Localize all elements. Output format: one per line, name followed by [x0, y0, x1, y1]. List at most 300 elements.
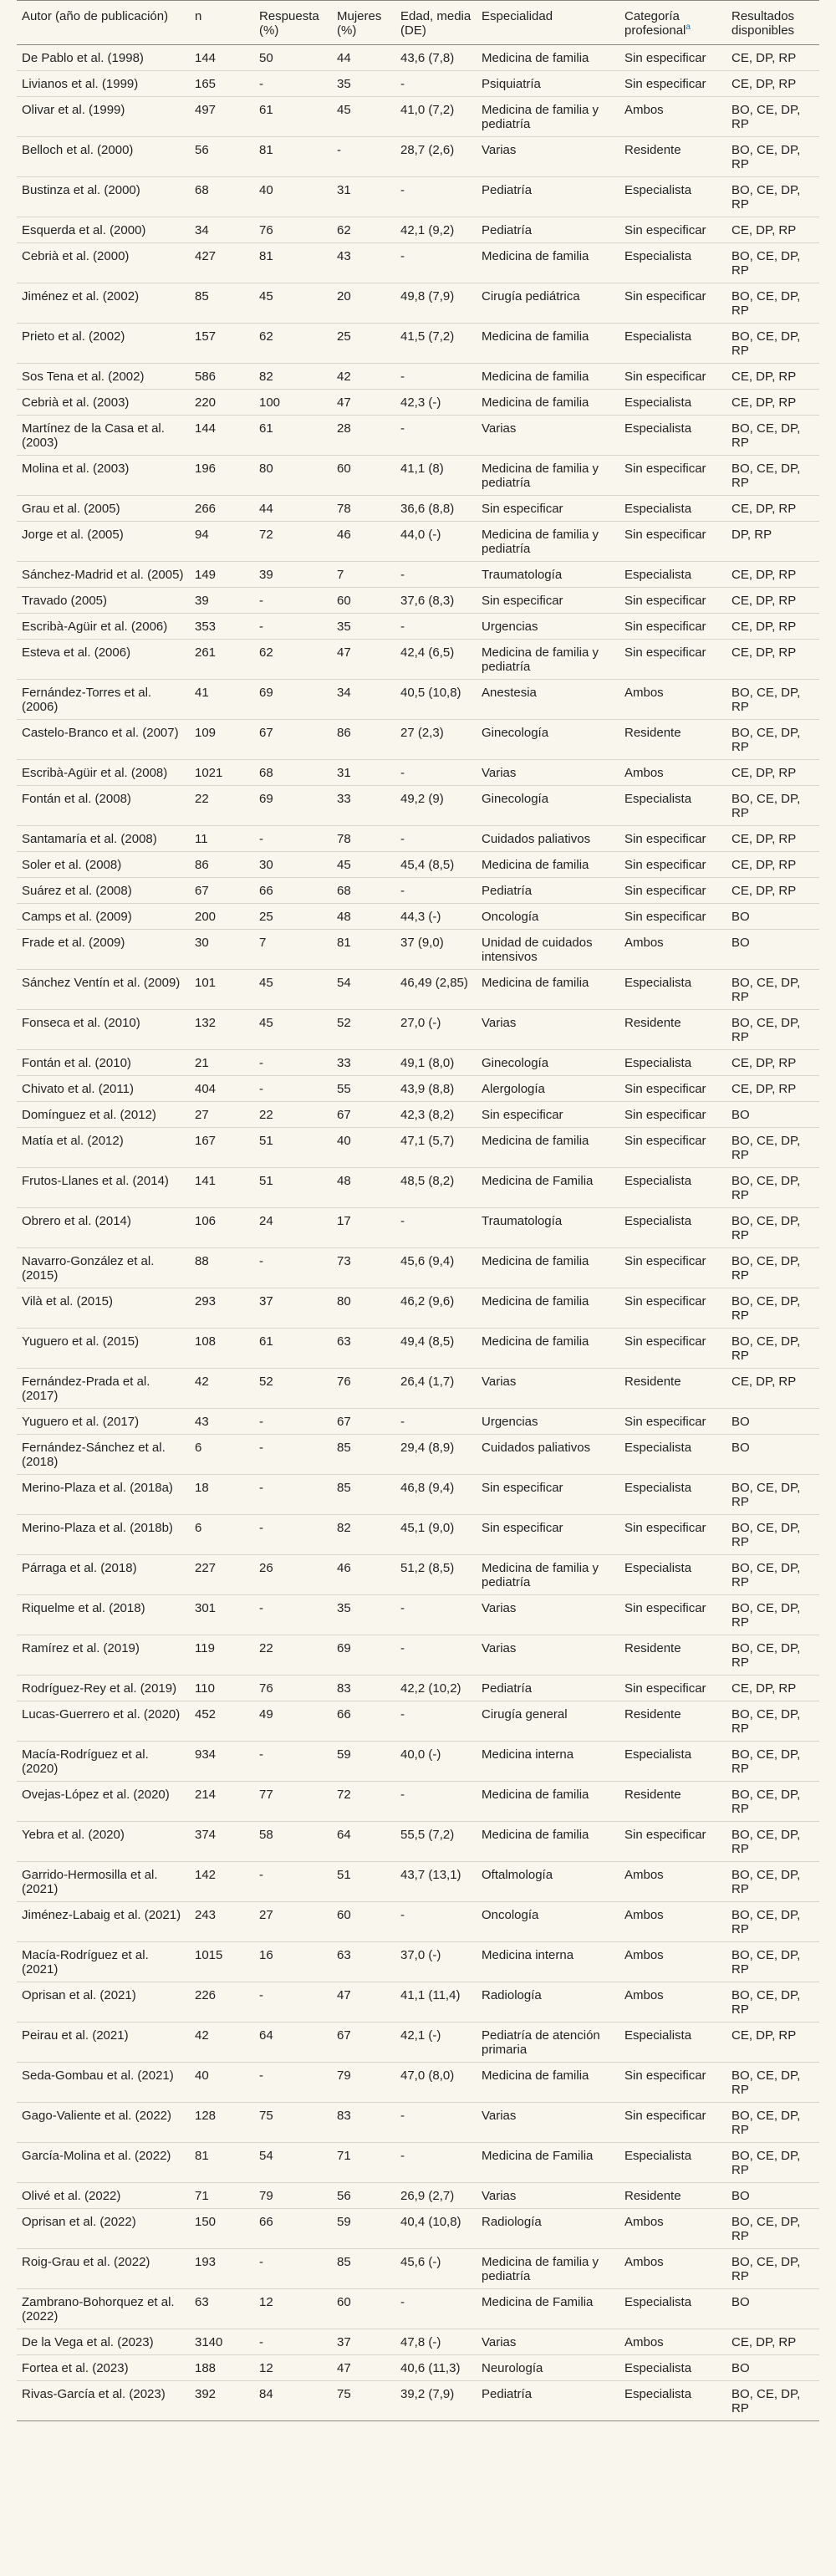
cell-resultados: BO, CE, DP, RP [726, 1208, 819, 1248]
table-row [17, 588, 819, 614]
cell-respuesta: 69 [254, 680, 332, 720]
cell-mujeres: 76 [332, 1369, 395, 1409]
cell-especialidad: Medicina de familia y pediatría [477, 2249, 619, 2289]
table-row [17, 1208, 819, 1248]
cell-author: Esquerda et al. (2000) [17, 217, 190, 243]
cell-mujeres: 47 [332, 1982, 395, 2023]
cell-respuesta: 82 [254, 364, 332, 390]
cell-resultados: BO, CE, DP, RP [726, 2063, 819, 2103]
cell-mujeres: 47 [332, 390, 395, 416]
cell-edad: - [395, 1409, 477, 1435]
cell-edad: 28,7 (2,6) [395, 137, 477, 177]
cell-categoria: Sin especificar [619, 283, 726, 324]
cell-n: 266 [190, 496, 254, 522]
cell-resultados: CE, DP, RP [726, 390, 819, 416]
cell-n: 934 [190, 1742, 254, 1782]
cell-respuesta: - [254, 1475, 332, 1515]
cell-mujeres: 73 [332, 1248, 395, 1288]
cell-edad: 43,9 (8,8) [395, 1076, 477, 1102]
cell-categoria: Sin especificar [619, 45, 726, 71]
cell-resultados: BO [726, 1102, 819, 1128]
cell-respuesta: 26 [254, 1555, 332, 1595]
cell-mujeres: 85 [332, 1475, 395, 1515]
cell-n: 227 [190, 1555, 254, 1595]
cell-resultados: BO, CE, DP, RP [726, 1515, 819, 1555]
cell-resultados: BO, CE, DP, RP [726, 1010, 819, 1050]
cell-mujeres: 63 [332, 1329, 395, 1369]
cell-especialidad: Varias [477, 2103, 619, 2143]
cell-edad: 49,1 (8,0) [395, 1050, 477, 1076]
table-row [17, 496, 819, 522]
cell-respuesta: 81 [254, 243, 332, 283]
cell-resultados: CE, DP, RP [726, 562, 819, 588]
cell-categoria: Ambos [619, 760, 726, 786]
cell-resultados: CE, DP, RP [726, 1676, 819, 1701]
table-row [17, 522, 819, 562]
cell-edad: - [395, 826, 477, 852]
cell-resultados: BO, CE, DP, RP [726, 456, 819, 496]
cell-respuesta: - [254, 614, 332, 640]
table-row [17, 2103, 819, 2143]
cell-mujeres: 83 [332, 1676, 395, 1701]
cell-respuesta: 50 [254, 45, 332, 71]
cell-categoria: Sin especificar [619, 2103, 726, 2143]
cell-edad: 47,0 (8,0) [395, 2063, 477, 2103]
cell-especialidad: Psiquiatría [477, 71, 619, 97]
cell-resultados: BO, CE, DP, RP [726, 243, 819, 283]
cell-mujeres: 72 [332, 1782, 395, 1822]
cell-resultados: CE, DP, RP [726, 760, 819, 786]
cell-respuesta: 16 [254, 1942, 332, 1982]
cell-resultados: BO, CE, DP, RP [726, 1822, 819, 1862]
cell-edad: - [395, 2103, 477, 2143]
cell-resultados: BO, CE, DP, RP [726, 1942, 819, 1982]
cell-respuesta: 61 [254, 97, 332, 137]
cell-mujeres: 71 [332, 2143, 395, 2183]
cell-mujeres: 43 [332, 243, 395, 283]
cell-resultados: DP, RP [726, 522, 819, 562]
cell-respuesta: - [254, 2329, 332, 2355]
cell-edad: 44,3 (-) [395, 904, 477, 930]
cell-author: Gago-Valiente et al. (2022) [17, 2103, 190, 2143]
header-n: n [190, 1, 254, 45]
cell-mujeres: 33 [332, 786, 395, 826]
cell-n: 497 [190, 97, 254, 137]
table-row [17, 1168, 819, 1208]
cell-resultados: BO, CE, DP, RP [726, 2249, 819, 2289]
cell-resultados: CE, DP, RP [726, 1076, 819, 1102]
cell-author: Yuguero et al. (2017) [17, 1409, 190, 1435]
cell-respuesta: 79 [254, 2183, 332, 2209]
table-row [17, 1050, 819, 1076]
table-row [17, 45, 819, 71]
cell-n: 144 [190, 416, 254, 456]
cell-especialidad: Pediatría [477, 2381, 619, 2421]
cell-author: Olivé et al. (2022) [17, 2183, 190, 2209]
cell-mujeres: 35 [332, 71, 395, 97]
cell-n: 85 [190, 283, 254, 324]
cell-categoria: Especialista [619, 390, 726, 416]
table-row [17, 1942, 819, 1982]
cell-resultados: BO, CE, DP, RP [726, 324, 819, 364]
table-row [17, 2355, 819, 2381]
cell-categoria: Especialista [619, 1208, 726, 1248]
cell-respuesta: - [254, 1595, 332, 1635]
cell-categoria: Sin especificar [619, 852, 726, 878]
cell-especialidad: Varias [477, 137, 619, 177]
cell-n: 452 [190, 1701, 254, 1742]
cell-n: 106 [190, 1208, 254, 1248]
cell-categoria: Especialista [619, 1050, 726, 1076]
cell-n: 43 [190, 1409, 254, 1435]
cell-especialidad: Sin especificar [477, 1515, 619, 1555]
cell-n: 128 [190, 2103, 254, 2143]
cell-mujeres: 46 [332, 1555, 395, 1595]
cell-author: Yebra et al. (2020) [17, 1822, 190, 1862]
cell-respuesta: - [254, 2249, 332, 2289]
cell-edad: - [395, 364, 477, 390]
cell-categoria: Residente [619, 1635, 726, 1676]
cell-author: Esteva et al. (2006) [17, 640, 190, 680]
table-row [17, 217, 819, 243]
cell-mujeres: 34 [332, 680, 395, 720]
cell-categoria: Sin especificar [619, 904, 726, 930]
cell-edad: 46,49 (2,85) [395, 970, 477, 1010]
cell-categoria: Sin especificar [619, 1409, 726, 1435]
cell-mujeres: 69 [332, 1635, 395, 1676]
cell-n: 110 [190, 1676, 254, 1701]
cell-resultados: BO, CE, DP, RP [726, 1128, 819, 1168]
cell-mujeres: 78 [332, 826, 395, 852]
cell-author: Zambrano-Bohorquez et al. (2022) [17, 2289, 190, 2329]
cell-mujeres: 45 [332, 97, 395, 137]
cell-categoria: Especialista [619, 2289, 726, 2329]
cell-author: Soler et al. (2008) [17, 852, 190, 878]
cell-respuesta: 52 [254, 1369, 332, 1409]
cell-respuesta: - [254, 2063, 332, 2103]
table-row [17, 2183, 819, 2209]
cell-n: 427 [190, 243, 254, 283]
cell-edad: 44,0 (-) [395, 522, 477, 562]
cell-especialidad: Varias [477, 1010, 619, 1050]
cell-n: 101 [190, 970, 254, 1010]
table-row [17, 1329, 819, 1369]
cell-mujeres: 35 [332, 1595, 395, 1635]
cell-n: 42 [190, 1369, 254, 1409]
table-row [17, 1076, 819, 1102]
table-row [17, 390, 819, 416]
cell-respuesta: 100 [254, 390, 332, 416]
cell-respuesta: 72 [254, 522, 332, 562]
cell-especialidad: Medicina de familia [477, 324, 619, 364]
cell-categoria: Especialista [619, 1555, 726, 1595]
cell-resultados: BO, CE, DP, RP [726, 283, 819, 324]
cell-categoria: Sin especificar [619, 2063, 726, 2103]
cell-respuesta: 27 [254, 1902, 332, 1942]
cell-categoria: Sin especificar [619, 1676, 726, 1701]
cell-mujeres: 85 [332, 1435, 395, 1475]
cell-edad: 41,1 (11,4) [395, 1982, 477, 2023]
cell-categoria: Residente [619, 137, 726, 177]
cell-n: 86 [190, 852, 254, 878]
cell-edad: 40,5 (10,8) [395, 680, 477, 720]
cell-resultados: CE, DP, RP [726, 2329, 819, 2355]
cell-categoria: Especialista [619, 2023, 726, 2063]
cell-author: Cebrià et al. (2003) [17, 390, 190, 416]
cell-respuesta: 69 [254, 786, 332, 826]
cell-resultados: CE, DP, RP [726, 217, 819, 243]
cell-categoria: Sin especificar [619, 1329, 726, 1369]
table-row [17, 1288, 819, 1329]
cell-especialidad: Radiología [477, 1982, 619, 2023]
cell-edad: - [395, 1701, 477, 1742]
cell-n: 261 [190, 640, 254, 680]
cell-categoria: Sin especificar [619, 1288, 726, 1329]
cell-n: 21 [190, 1050, 254, 1076]
cell-especialidad: Sin especificar [477, 1102, 619, 1128]
cell-categoria: Sin especificar [619, 1248, 726, 1288]
cell-especialidad: Medicina de Familia [477, 2289, 619, 2329]
cell-n: 3140 [190, 2329, 254, 2355]
table-row [17, 760, 819, 786]
table-row [17, 1635, 819, 1676]
cell-n: 27 [190, 1102, 254, 1128]
table-row [17, 878, 819, 904]
cell-author: Macía-Rodríguez et al. (2020) [17, 1742, 190, 1782]
cell-n: 1015 [190, 1942, 254, 1982]
cell-categoria: Sin especificar [619, 588, 726, 614]
cell-respuesta: 51 [254, 1128, 332, 1168]
cell-n: 132 [190, 1010, 254, 1050]
cell-edad: 40,4 (10,8) [395, 2209, 477, 2249]
cell-resultados: BO, CE, DP, RP [726, 1782, 819, 1822]
cell-edad: - [395, 1902, 477, 1942]
cell-respuesta: 12 [254, 2289, 332, 2329]
table-row [17, 416, 819, 456]
cell-edad: 45,6 (-) [395, 2249, 477, 2289]
cell-respuesta: 44 [254, 496, 332, 522]
cell-resultados: BO, CE, DP, RP [726, 416, 819, 456]
cell-respuesta: 12 [254, 2355, 332, 2381]
cell-resultados: BO, CE, DP, RP [726, 720, 819, 760]
cell-mujeres: 67 [332, 2023, 395, 2063]
cell-respuesta: 7 [254, 930, 332, 970]
cell-author: Escribà-Agüir et al. (2008) [17, 760, 190, 786]
cell-author: Yuguero et al. (2015) [17, 1329, 190, 1369]
cell-respuesta: - [254, 1248, 332, 1288]
cell-resultados: BO, CE, DP, RP [726, 2103, 819, 2143]
cell-author: Merino-Plaza et al. (2018a) [17, 1475, 190, 1515]
cell-categoria: Ambos [619, 1902, 726, 1942]
cell-resultados: CE, DP, RP [726, 1050, 819, 1076]
cell-mujeres: 46 [332, 522, 395, 562]
cell-especialidad: Medicina de familia y pediatría [477, 456, 619, 496]
cell-categoria: Especialista [619, 243, 726, 283]
cell-edad: - [395, 416, 477, 456]
cell-mujeres: 75 [332, 2381, 395, 2421]
cell-mujeres: 60 [332, 456, 395, 496]
cell-respuesta: 25 [254, 904, 332, 930]
cell-author: Bustinza et al. (2000) [17, 177, 190, 217]
cell-respuesta: 22 [254, 1102, 332, 1128]
cell-categoria: Especialista [619, 2143, 726, 2183]
cell-edad: - [395, 71, 477, 97]
cell-mujeres: 55 [332, 1076, 395, 1102]
table-row [17, 614, 819, 640]
cell-categoria: Residente [619, 1010, 726, 1050]
table-row [17, 2249, 819, 2289]
cell-edad: 49,2 (9) [395, 786, 477, 826]
cell-author: Escribà-Agüir et al. (2006) [17, 614, 190, 640]
cell-especialidad: Medicina interna [477, 1742, 619, 1782]
cell-respuesta: 84 [254, 2381, 332, 2421]
cell-respuesta: - [254, 1515, 332, 1555]
cell-edad: 45,1 (9,0) [395, 1515, 477, 1555]
cell-especialidad: Medicina interna [477, 1942, 619, 1982]
cell-edad: - [395, 1595, 477, 1635]
cell-author: Sos Tena et al. (2002) [17, 364, 190, 390]
cell-edad: - [395, 562, 477, 588]
cell-edad: 37,6 (8,3) [395, 588, 477, 614]
table-row [17, 2143, 819, 2183]
cell-author: Peirau et al. (2021) [17, 2023, 190, 2063]
table-row [17, 2209, 819, 2249]
cell-categoria: Especialista [619, 970, 726, 1010]
cell-edad: - [395, 1782, 477, 1822]
cell-author: Grau et al. (2005) [17, 496, 190, 522]
cell-categoria: Sin especificar [619, 456, 726, 496]
cell-respuesta: 76 [254, 217, 332, 243]
cell-author: Macía-Rodríguez et al. (2021) [17, 1942, 190, 1982]
table-row [17, 680, 819, 720]
cell-n: 34 [190, 217, 254, 243]
cell-categoria: Sin especificar [619, 878, 726, 904]
cell-resultados: CE, DP, RP [726, 826, 819, 852]
cell-mujeres: 44 [332, 45, 395, 71]
cell-edad: 42,3 (8,2) [395, 1102, 477, 1128]
cell-especialidad: Alergología [477, 1076, 619, 1102]
cell-author: Rodríguez-Rey et al. (2019) [17, 1676, 190, 1701]
cell-mujeres: 66 [332, 1701, 395, 1742]
cell-edad: 41,1 (8) [395, 456, 477, 496]
cell-categoria: Sin especificar [619, 364, 726, 390]
cell-edad: 42,2 (10,2) [395, 1676, 477, 1701]
cell-edad: 42,1 (9,2) [395, 217, 477, 243]
cell-n: 109 [190, 720, 254, 760]
cell-categoria: Especialista [619, 1742, 726, 1782]
cell-author: Vilà et al. (2015) [17, 1288, 190, 1329]
cell-mujeres: 52 [332, 1010, 395, 1050]
cell-author: Fortea et al. (2023) [17, 2355, 190, 2381]
cell-author: Párraga et al. (2018) [17, 1555, 190, 1595]
cell-n: 141 [190, 1168, 254, 1208]
cell-n: 71 [190, 2183, 254, 2209]
cell-categoria: Ambos [619, 97, 726, 137]
header-author: Autor (año de publicación) [17, 1, 190, 45]
cell-mujeres: 35 [332, 614, 395, 640]
cell-respuesta: - [254, 1076, 332, 1102]
cell-mujeres: 68 [332, 878, 395, 904]
table-row [17, 640, 819, 680]
cell-edad: - [395, 2289, 477, 2329]
table-body [17, 45, 819, 2421]
cell-edad: - [395, 760, 477, 786]
table-row [17, 1782, 819, 1822]
table-header-row [17, 1, 819, 45]
cell-respuesta: 61 [254, 416, 332, 456]
cell-n: 18 [190, 1475, 254, 1515]
cell-especialidad: Medicina de Familia [477, 2143, 619, 2183]
cell-n: 404 [190, 1076, 254, 1102]
cell-resultados: BO, CE, DP, RP [726, 1475, 819, 1515]
cell-especialidad: Medicina de familia y pediatría [477, 97, 619, 137]
cell-n: 165 [190, 71, 254, 97]
table-row [17, 1982, 819, 2023]
cell-respuesta: - [254, 1862, 332, 1902]
cell-n: 167 [190, 1128, 254, 1168]
cell-respuesta: 40 [254, 177, 332, 217]
cell-categoria: Sin especificar [619, 522, 726, 562]
cell-author: Fontán et al. (2008) [17, 786, 190, 826]
cell-mujeres: 79 [332, 2063, 395, 2103]
cell-n: 586 [190, 364, 254, 390]
cell-especialidad: Traumatología [477, 562, 619, 588]
cell-categoria: Sin especificar [619, 614, 726, 640]
cell-categoria: Especialista [619, 177, 726, 217]
cell-especialidad: Oftalmología [477, 1862, 619, 1902]
cell-edad: 43,6 (7,8) [395, 45, 477, 71]
cell-resultados: BO, CE, DP, RP [726, 2209, 819, 2249]
cell-mujeres: 28 [332, 416, 395, 456]
table-row [17, 283, 819, 324]
cell-especialidad: Urgencias [477, 1409, 619, 1435]
table-row [17, 720, 819, 760]
cell-categoria: Sin especificar [619, 1515, 726, 1555]
footnote-link[interactable]: a [686, 23, 691, 32]
cell-categoria: Sin especificar [619, 1076, 726, 1102]
header-categoria-label: Categoría profesional [624, 9, 686, 38]
cell-mujeres: 42 [332, 364, 395, 390]
cell-n: 94 [190, 522, 254, 562]
cell-n: 119 [190, 1635, 254, 1676]
cell-categoria: Sin especificar [619, 1102, 726, 1128]
cell-n: 149 [190, 562, 254, 588]
table-row [17, 930, 819, 970]
cell-mujeres: 48 [332, 904, 395, 930]
cell-author: Jorge et al. (2005) [17, 522, 190, 562]
cell-mujeres: 59 [332, 2209, 395, 2249]
cell-respuesta: 51 [254, 1168, 332, 1208]
cell-n: 6 [190, 1435, 254, 1475]
cell-author: Olivar et al. (1999) [17, 97, 190, 137]
cell-categoria: Especialista [619, 2355, 726, 2381]
cell-especialidad: Cirugía pediátrica [477, 283, 619, 324]
cell-author: Ramírez et al. (2019) [17, 1635, 190, 1676]
table-row [17, 1102, 819, 1128]
cell-author: Cebrià et al. (2000) [17, 243, 190, 283]
cell-mujeres: 33 [332, 1050, 395, 1076]
header-edad: Edad, media (DE) [395, 1, 477, 45]
cell-mujeres: 54 [332, 970, 395, 1010]
cell-n: 39 [190, 588, 254, 614]
cell-resultados: BO, CE, DP, RP [726, 1595, 819, 1635]
cell-edad: 26,4 (1,7) [395, 1369, 477, 1409]
cell-n: 56 [190, 137, 254, 177]
cell-resultados: BO, CE, DP, RP [726, 1635, 819, 1676]
table-row [17, 852, 819, 878]
cell-categoria: Ambos [619, 1942, 726, 1982]
cell-categoria: Ambos [619, 930, 726, 970]
